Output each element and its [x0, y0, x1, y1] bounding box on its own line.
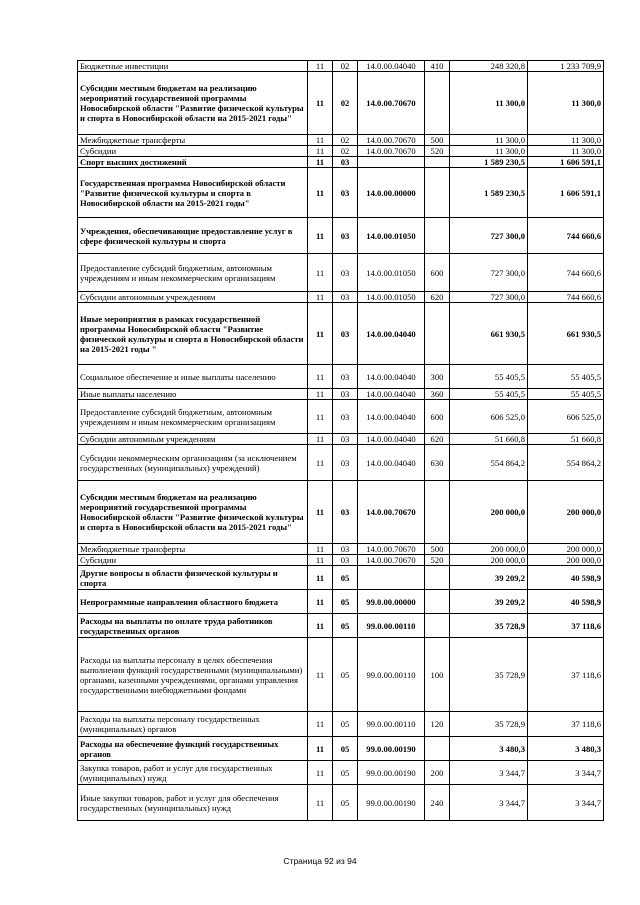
- row-expense-type: 410: [425, 61, 450, 72]
- row-name: Государственная программа Новосибирской области "Развитие физической культуры и спорта в Новосибирской области на 2015-2021 годы": [78, 168, 308, 218]
- row-amount-year-2: 55 405,5: [528, 389, 604, 400]
- row-section: 11: [308, 544, 333, 555]
- row-amount-year-2: 37 118,6: [528, 614, 604, 638]
- row-amount-year-1: 200 000,0: [450, 555, 528, 566]
- row-name: Субсидии некоммерческим организациям (за исключением государственных (муниципальных) учреждений): [78, 445, 308, 481]
- row-section: 11: [308, 303, 333, 365]
- table-row: [78, 292, 604, 303]
- row-subsection: 05: [333, 566, 358, 590]
- row-amount-year-2: 3 344,7: [528, 785, 604, 821]
- row-amount-year-2: 200 000,0: [528, 481, 604, 544]
- row-subsection: 05: [333, 638, 358, 712]
- row-subsection: 02: [333, 72, 358, 135]
- budget-table-body: [78, 61, 604, 821]
- table-row: [78, 555, 604, 566]
- row-expense-type: [425, 614, 450, 638]
- row-expense-type: 120: [425, 712, 450, 737]
- table-row: [78, 72, 604, 135]
- row-section: 11: [308, 157, 333, 168]
- row-amount-year-1: 606 525,0: [450, 400, 528, 434]
- row-amount-year-1: 39 209,2: [450, 590, 528, 614]
- row-subsection: 05: [333, 590, 358, 614]
- row-section: 11: [308, 445, 333, 481]
- row-name: Субсидии автономным учреждениям: [78, 292, 308, 303]
- table-row: [78, 638, 604, 712]
- table-row: [78, 590, 604, 614]
- row-section: 11: [308, 590, 333, 614]
- table-row: [78, 157, 604, 168]
- row-amount-year-1: 3 480,3: [450, 737, 528, 761]
- row-expense-type: [425, 168, 450, 218]
- row-amount-year-1: 35 728,9: [450, 614, 528, 638]
- row-amount-year-1: 35 728,9: [450, 638, 528, 712]
- row-expense-type: [425, 303, 450, 365]
- row-expense-type: 600: [425, 400, 450, 434]
- budget-table: [77, 60, 604, 821]
- row-expense-type: 240: [425, 785, 450, 821]
- row-name: Бюджетные инвестиции: [78, 61, 308, 72]
- row-expense-type: 620: [425, 434, 450, 445]
- table-row: [78, 135, 604, 146]
- row-name: Социальное обеспечение и иные выплаты населению: [78, 365, 308, 389]
- row-amount-year-1: 727 300,0: [450, 292, 528, 303]
- row-subsection: 03: [333, 365, 358, 389]
- row-target-article: 14.0.00.04040: [358, 61, 425, 72]
- page-footer: [0, 856, 640, 866]
- table-row: [78, 389, 604, 400]
- row-amount-year-2: 661 930,5: [528, 303, 604, 365]
- row-target-article: 14.0.00.01050: [358, 218, 425, 254]
- row-name: Расходы на выплаты персоналу государственных (муниципальных) органов: [78, 712, 308, 737]
- row-section: 11: [308, 400, 333, 434]
- row-name: Расходы на выплаты по оплате труда работников государственных органов: [78, 614, 308, 638]
- row-amount-year-1: 11 300,0: [450, 72, 528, 135]
- row-amount-year-1: 35 728,9: [450, 712, 528, 737]
- row-expense-type: 300: [425, 365, 450, 389]
- row-target-article: 99.0.00.00190: [358, 785, 425, 821]
- row-amount-year-1: 1 589 230,5: [450, 157, 528, 168]
- row-amount-year-2: 37 118,6: [528, 638, 604, 712]
- row-target-article: 99.0.00.00000: [358, 590, 425, 614]
- row-amount-year-1: 200 000,0: [450, 481, 528, 544]
- table-row: [78, 303, 604, 365]
- row-subsection: 05: [333, 712, 358, 737]
- table-row: [78, 254, 604, 292]
- row-target-article: [358, 566, 425, 590]
- row-target-article: 14.0.00.70670: [358, 544, 425, 555]
- row-amount-year-2: 744 660,6: [528, 254, 604, 292]
- row-expense-type: 200: [425, 761, 450, 785]
- row-target-article: 14.0.00.00000: [358, 168, 425, 218]
- row-target-article: 99.0.00.00110: [358, 614, 425, 638]
- row-expense-type: [425, 566, 450, 590]
- row-name: Другие вопросы в области физической культуры и спорта: [78, 566, 308, 590]
- table-row: [78, 400, 604, 434]
- row-amount-year-2: 40 598,9: [528, 590, 604, 614]
- row-section: 11: [308, 146, 333, 157]
- row-amount-year-2: 606 525,0: [528, 400, 604, 434]
- row-expense-type: 630: [425, 445, 450, 481]
- table-row: [78, 566, 604, 590]
- row-section: 11: [308, 737, 333, 761]
- row-expense-type: 620: [425, 292, 450, 303]
- table-row: [78, 445, 604, 481]
- row-expense-type: [425, 481, 450, 544]
- row-section: 11: [308, 389, 333, 400]
- row-target-article: 14.0.00.70670: [358, 555, 425, 566]
- row-subsection: 03: [333, 445, 358, 481]
- row-expense-type: [425, 590, 450, 614]
- row-section: 11: [308, 712, 333, 737]
- row-target-article: 99.0.00.00190: [358, 761, 425, 785]
- row-subsection: 02: [333, 135, 358, 146]
- row-amount-year-2: 1 606 591,1: [528, 168, 604, 218]
- row-amount-year-1: 3 344,7: [450, 785, 528, 821]
- table-row: [78, 737, 604, 761]
- table-row: [78, 761, 604, 785]
- row-target-article: 14.0.00.04040: [358, 303, 425, 365]
- row-amount-year-1: 51 660,8: [450, 434, 528, 445]
- row-target-article: 99.0.00.00110: [358, 712, 425, 737]
- row-name: Предоставление субсидий бюджетным, автономным учреждениям и иным некоммерческим организациям: [78, 400, 308, 434]
- row-target-article: 14.0.00.04040: [358, 434, 425, 445]
- row-expense-type: 100: [425, 638, 450, 712]
- row-expense-type: 500: [425, 135, 450, 146]
- row-expense-type: [425, 72, 450, 135]
- row-expense-type: [425, 218, 450, 254]
- row-section: 11: [308, 614, 333, 638]
- table-row: [78, 614, 604, 638]
- row-subsection: 03: [333, 157, 358, 168]
- row-expense-type: [425, 737, 450, 761]
- row-expense-type: 520: [425, 555, 450, 566]
- row-subsection: 02: [333, 61, 358, 72]
- row-section: 11: [308, 292, 333, 303]
- row-amount-year-2: 200 000,0: [528, 555, 604, 566]
- row-subsection: 03: [333, 400, 358, 434]
- row-target-article: 99.0.00.00110: [358, 638, 425, 712]
- row-section: 11: [308, 61, 333, 72]
- row-expense-type: 520: [425, 146, 450, 157]
- row-target-article: [358, 157, 425, 168]
- row-section: 11: [308, 72, 333, 135]
- row-subsection: 03: [333, 292, 358, 303]
- row-target-article: 14.0.00.04040: [358, 445, 425, 481]
- row-amount-year-1: 55 405,5: [450, 365, 528, 389]
- row-target-article: 14.0.00.01050: [358, 292, 425, 303]
- row-name: Учреждения, обеспечивающие предоставление услуг в сфере физической культуры и спорта: [78, 218, 308, 254]
- row-section: 11: [308, 254, 333, 292]
- table-row: [78, 365, 604, 389]
- table-row: [78, 712, 604, 737]
- row-subsection: 05: [333, 737, 358, 761]
- row-subsection: 03: [333, 544, 358, 555]
- row-amount-year-1: 3 344,7: [450, 761, 528, 785]
- row-expense-type: [425, 157, 450, 168]
- row-subsection: 03: [333, 218, 358, 254]
- row-subsection: 05: [333, 761, 358, 785]
- row-amount-year-2: 40 598,9: [528, 566, 604, 590]
- row-amount-year-2: 744 660,6: [528, 218, 604, 254]
- row-amount-year-1: 39 209,2: [450, 566, 528, 590]
- row-target-article: 14.0.00.70670: [358, 135, 425, 146]
- row-name: Расходы на обеспечение функций государственных органов: [78, 737, 308, 761]
- row-name: Иные закупки товаров, работ и услуг для обеспечения государственных (муниципальных) нужд: [78, 785, 308, 821]
- row-expense-type: 600: [425, 254, 450, 292]
- row-subsection: 03: [333, 303, 358, 365]
- row-expense-type: 360: [425, 389, 450, 400]
- row-amount-year-1: 11 300,0: [450, 146, 528, 157]
- row-name: Субсидии: [78, 146, 308, 157]
- row-target-article: 99.0.00.00190: [358, 737, 425, 761]
- row-amount-year-2: 3 344,7: [528, 761, 604, 785]
- row-section: 11: [308, 135, 333, 146]
- row-amount-year-2: 3 480,3: [528, 737, 604, 761]
- row-amount-year-2: 200 000,0: [528, 544, 604, 555]
- row-amount-year-2: 744 660,6: [528, 292, 604, 303]
- row-amount-year-1: 727 300,0: [450, 218, 528, 254]
- row-section: 11: [308, 434, 333, 445]
- table-row: [78, 146, 604, 157]
- row-expense-type: 500: [425, 544, 450, 555]
- page-number-text: Страница 92 из 94: [283, 856, 357, 866]
- row-target-article: 14.0.00.04040: [358, 365, 425, 389]
- row-name: Спорт высших достижений: [78, 157, 308, 168]
- row-amount-year-2: 554 864,2: [528, 445, 604, 481]
- row-amount-year-2: 37 118,6: [528, 712, 604, 737]
- row-target-article: 14.0.00.04040: [358, 389, 425, 400]
- row-section: 11: [308, 365, 333, 389]
- row-subsection: 03: [333, 434, 358, 445]
- row-name: Иные выплаты населению: [78, 389, 308, 400]
- row-name: Закупка товаров, работ и услуг для государственных (муниципальных) нужд: [78, 761, 308, 785]
- row-amount-year-2: 51 660,8: [528, 434, 604, 445]
- row-name: Субсидии: [78, 555, 308, 566]
- row-amount-year-2: 55 405,5: [528, 365, 604, 389]
- row-section: 11: [308, 218, 333, 254]
- table-row: [78, 168, 604, 218]
- row-amount-year-1: 1 589 230,5: [450, 168, 528, 218]
- table-row: [78, 218, 604, 254]
- row-subsection: 02: [333, 146, 358, 157]
- row-subsection: 05: [333, 785, 358, 821]
- row-amount-year-1: 11 300,0: [450, 135, 528, 146]
- row-amount-year-1: 727 300,0: [450, 254, 528, 292]
- row-name: Иные мероприятия в рамках государственной программы Новосибирской области "Развитие физической культуры и спорта в Новосибирской области на 2015-2021 годы ": [78, 303, 308, 365]
- row-amount-year-2: 1 606 591,1: [528, 157, 604, 168]
- row-name: Субсидии местным бюджетам на реализацию мероприятий государственной программы Новосибирской области "Развитие физической культуры и спорта в Новосибирской области на 2015-2021 годы": [78, 481, 308, 544]
- row-name: Субсидии автономным учреждениям: [78, 434, 308, 445]
- row-amount-year-2: 1 233 709,9: [528, 61, 604, 72]
- row-name: Расходы на выплаты персоналу в целях обеспечения выполнения функций государственными (муниципальными) органами, казенными учреждениями, органами управления государственными внебюджетными фондами: [78, 638, 308, 712]
- row-subsection: 03: [333, 168, 358, 218]
- row-name: Субсидии местным бюджетам на реализацию мероприятий государственной программы Новосибирской области "Развитие физической культуры и спорта в Новосибирской области на 2015-2021 годы": [78, 72, 308, 135]
- row-subsection: 03: [333, 555, 358, 566]
- row-subsection: 03: [333, 389, 358, 400]
- row-target-article: 14.0.00.04040: [358, 400, 425, 434]
- row-target-article: 14.0.00.01050: [358, 254, 425, 292]
- row-section: 11: [308, 481, 333, 544]
- row-section: 11: [308, 555, 333, 566]
- table-row: [78, 785, 604, 821]
- table-row: [78, 544, 604, 555]
- table-row: [78, 61, 604, 72]
- row-subsection: 03: [333, 481, 358, 544]
- row-amount-year-2: 11 300,0: [528, 146, 604, 157]
- row-amount-year-1: 554 864,2: [450, 445, 528, 481]
- row-name: Межбюджетные трансферты: [78, 135, 308, 146]
- row-amount-year-2: 11 300,0: [528, 135, 604, 146]
- row-target-article: 14.0.00.70670: [358, 481, 425, 544]
- row-subsection: 05: [333, 614, 358, 638]
- row-amount-year-1: 248 320,8: [450, 61, 528, 72]
- row-section: 11: [308, 638, 333, 712]
- row-name: Предоставление субсидий бюджетным, автономным учреждениям и иным некоммерческим организациям: [78, 254, 308, 292]
- row-amount-year-1: 55 405,5: [450, 389, 528, 400]
- row-subsection: 03: [333, 254, 358, 292]
- table-row: [78, 481, 604, 544]
- row-target-article: 14.0.00.70670: [358, 146, 425, 157]
- row-section: 11: [308, 566, 333, 590]
- row-section: 11: [308, 168, 333, 218]
- table-row: [78, 434, 604, 445]
- row-amount-year-1: 200 000,0: [450, 544, 528, 555]
- row-amount-year-2: 11 300,0: [528, 72, 604, 135]
- row-section: 11: [308, 785, 333, 821]
- row-amount-year-1: 661 930,5: [450, 303, 528, 365]
- row-name: Межбюджетные трансферты: [78, 544, 308, 555]
- row-target-article: 14.0.00.70670: [358, 72, 425, 135]
- row-section: 11: [308, 761, 333, 785]
- row-name: Непрограммные направления областного бюджета: [78, 590, 308, 614]
